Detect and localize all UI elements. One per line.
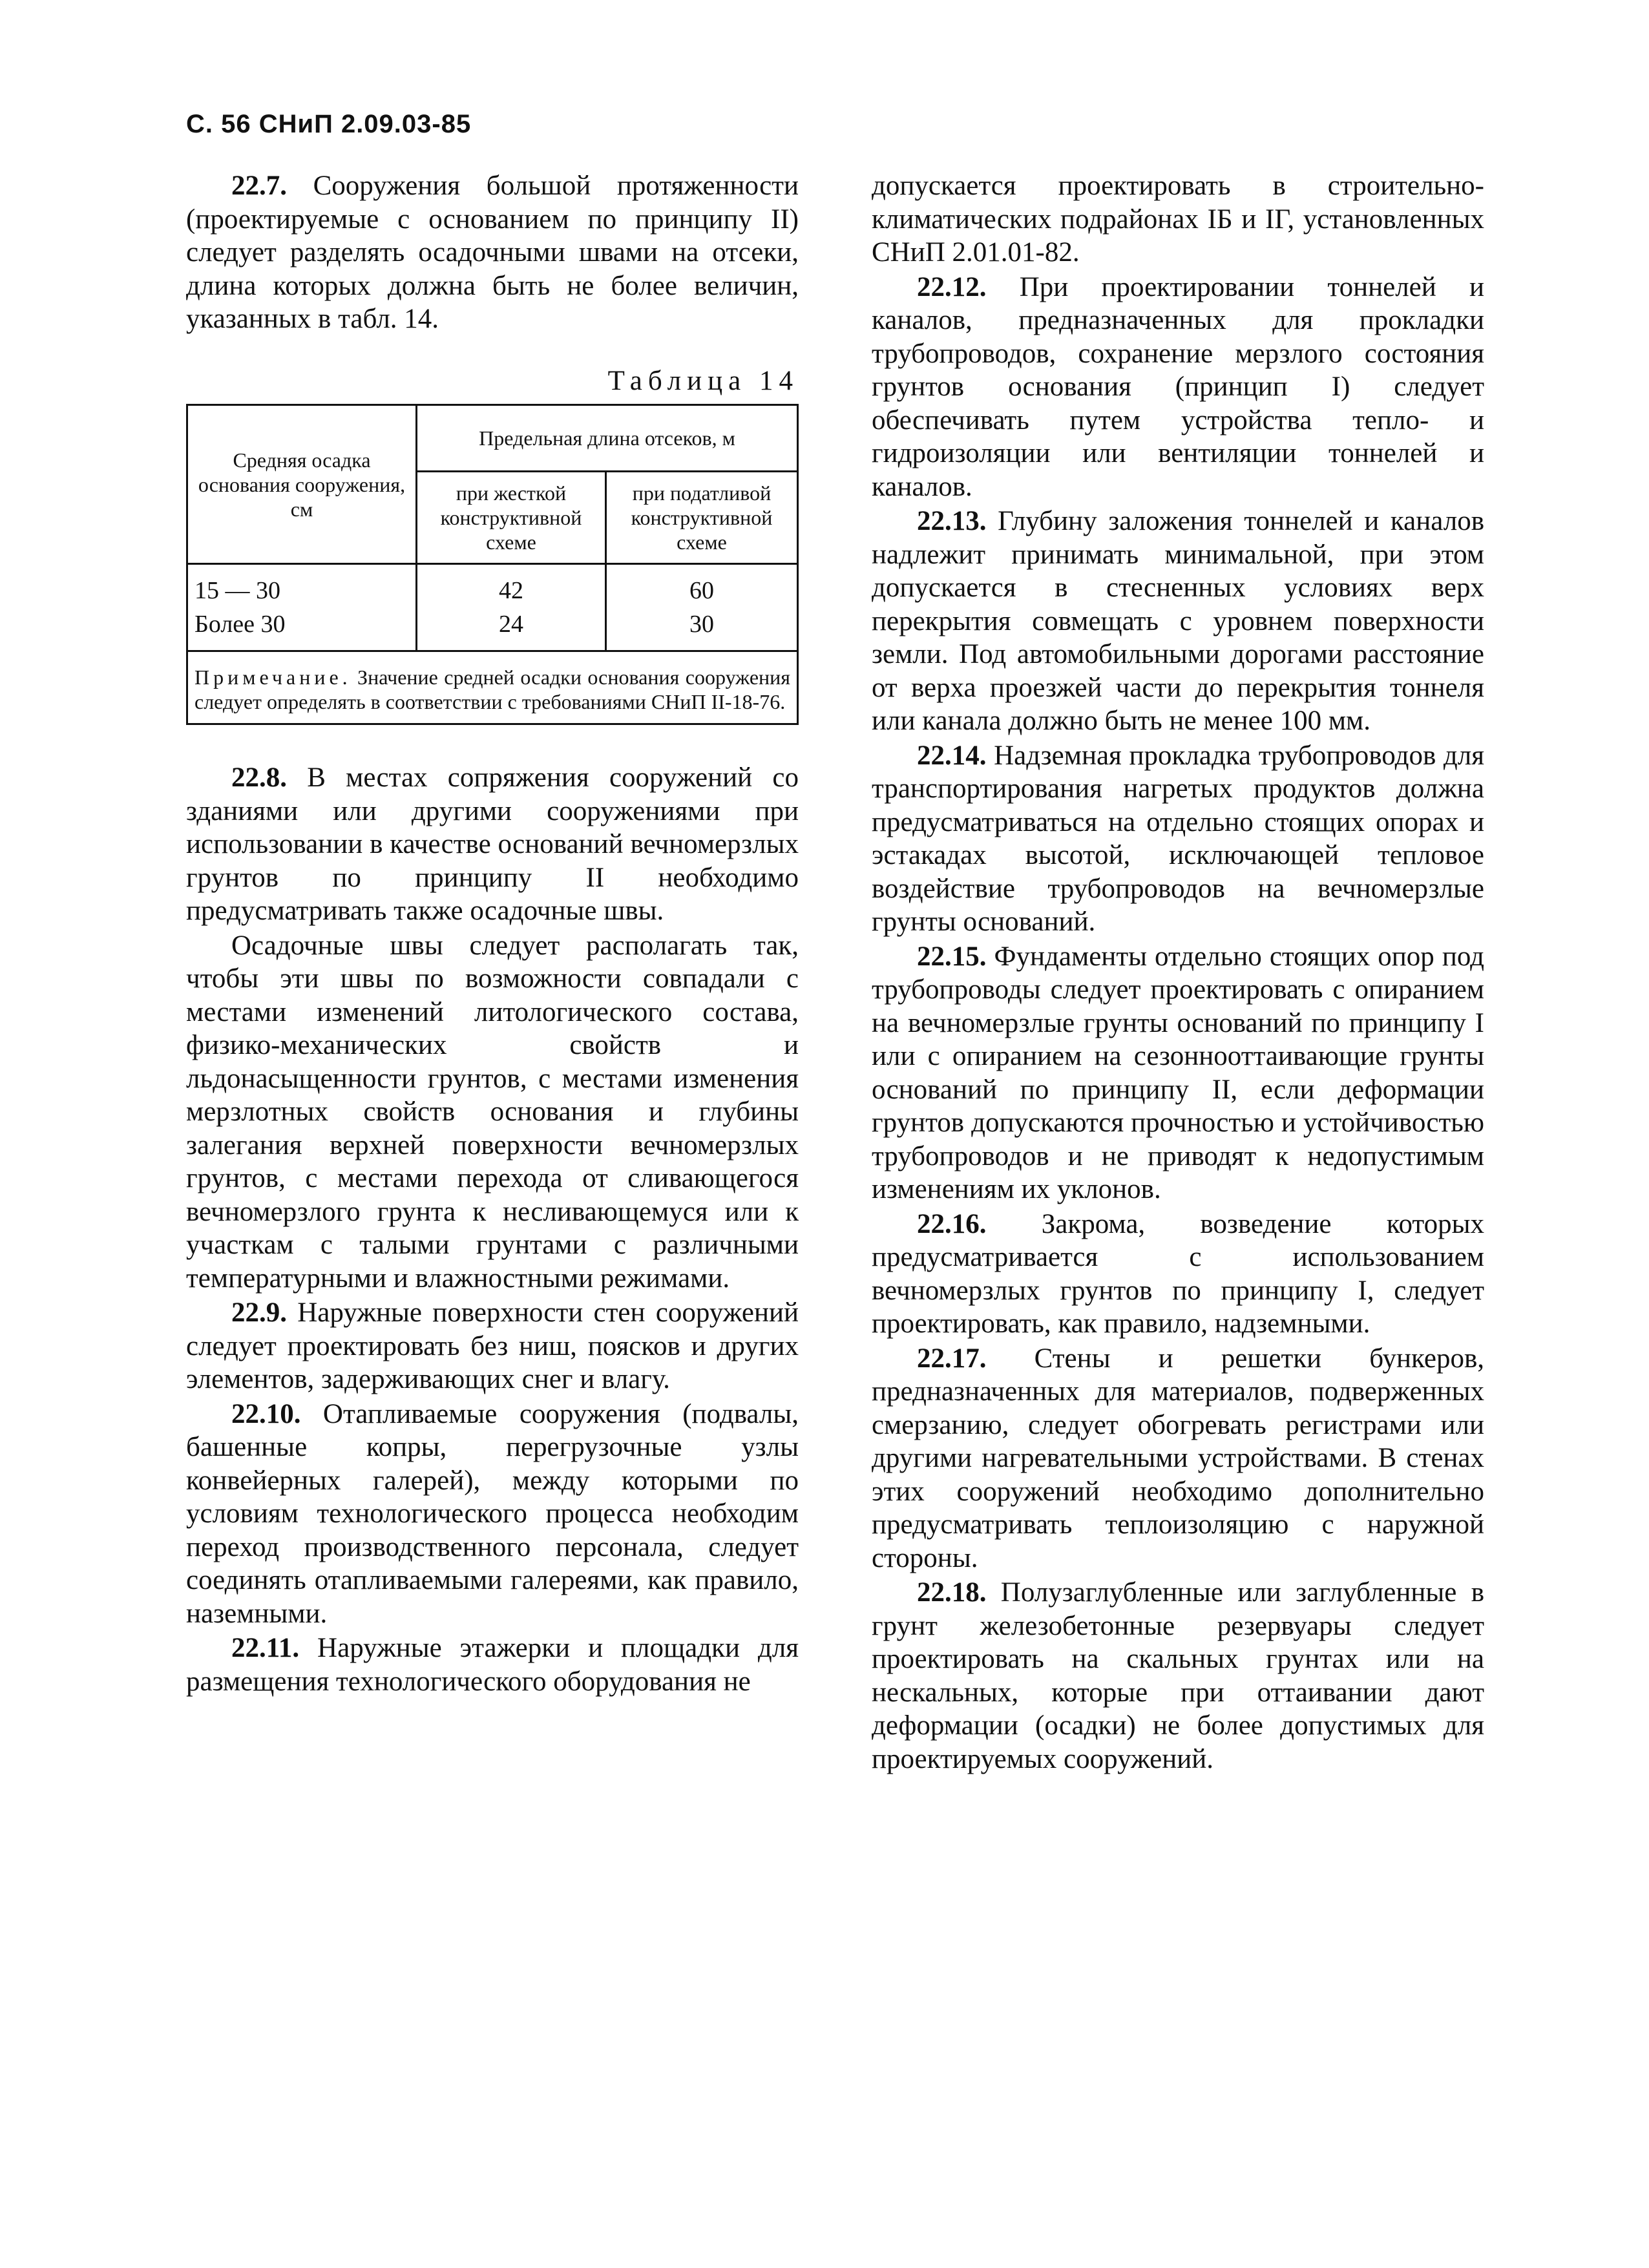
row-flexible-value: 60 <box>689 577 714 604</box>
paragraph-22-9 <box>186 1296 799 1396</box>
row-rigid-value: 42 <box>417 564 606 608</box>
table-row <box>188 607 797 651</box>
note-label: Примечание. <box>194 666 352 689</box>
note-text: Значение средней осадки основания сооружения следует определять в соответствии с требованиями СНиП II-18-76. <box>194 666 790 713</box>
row-label: 15 — 30 <box>188 564 417 608</box>
paragraph-number: 22.14. <box>917 740 987 771</box>
paragraph-22-8 <box>186 761 799 928</box>
paragraph-22-14 <box>872 739 1484 939</box>
paragraph-text: Наружные этажерки и площадки для размещения технологического оборудования не <box>186 1633 799 1697</box>
paragraph-22-15 <box>872 940 1484 1206</box>
col-header-max-length: Предельная длина отсеков, м <box>417 406 797 472</box>
paragraph-text: При проектировании тоннелей и каналов, предназначенных для прокладки трубопроводов, сохранение мерзлого состояния грунтов основания (принцип I) следует обеспечивать путем устройства тепло- и гидроизоляции или вентиляции тоннелей и каналов. <box>872 271 1484 502</box>
paragraph-number: 22.16. <box>917 1208 987 1239</box>
paragraph-text: Глубину заложения тоннелей и каналов надлежит принимать минимальной, при этом допускается в стесненных условиях верх перекрытия совмещать с уровнем поверхности земли. Под автомобильными дорогами расстояние от верха проезжей части до перекрытия тоннеля или канала должно быть не менее 100 мм. <box>872 506 1484 736</box>
paragraph-22-16 <box>872 1208 1484 1341</box>
paragraph-number: 22.11. <box>231 1633 300 1663</box>
paragraph-number: 22.8. <box>231 762 287 793</box>
paragraph-text: Надземная прокладка трубопроводов для транспортирования нагретых продуктов должна предусматриваться на отдельно стоящих опорах и эстакадах высотой, исключающей тепловое воздействие трубопроводов на вечномерзлые грунты оснований. <box>872 740 1484 937</box>
paragraph-text: Отапливаемые сооружения (подвалы, башенные копры, перегрузочные узлы конвейерных галерей), между которыми по условиям технологического процесса необходим переход производственного персонала, следует соединять отапливаемыми галереями, как правило, наземными. <box>186 1398 799 1629</box>
paragraph-number: 22.10. <box>231 1398 301 1429</box>
paragraph-22-13 <box>872 505 1484 738</box>
paragraph-number: 22.13. <box>917 506 987 536</box>
paragraph-text: В местах сопряжения сооружений со зданиями или другими сооружениями при использовании в качестве оснований вечномерзлых грунтов по принципу II необходимо предусматривать также осадочные швы. <box>186 762 799 926</box>
paragraph-number: 22.17. <box>917 1343 987 1374</box>
col-header-settlement: Средняя осадка основания сооружения, см <box>188 406 417 564</box>
paragraph-22-11-cont: допускается проектировать в строительно-климатических подрайонах IБ и IГ, установленных СНиП 2.01.01-82. <box>872 171 1484 268</box>
table-caption: Таблица 14 <box>607 365 799 396</box>
paragraph-text: Наружные поверхности стен сооружений следует проектировать без ниш, поясков и других элементов, задерживающих снег и влагу. <box>186 1297 799 1394</box>
table-note <box>188 651 797 724</box>
paragraph-22-11 <box>186 1632 799 1698</box>
row-rigid-value: 24 <box>417 607 606 651</box>
paragraph-22-8-cont: Осадочные швы следует располагать так, чтобы эти швы по возможности совпадали с местами изменений литологического состава, физико-механических свойств и льдонасыщенности грунтов, с местами изменения мерзлотных свойств основания и глубины залегания верхней поверхности вечномерзлых грунтов, с местами перехода от сливающегося вечномерзлого грунта к несливающемуся или к участкам с талыми грунтами с различными температурными и влажностными режимами. <box>186 930 799 1294</box>
row-label: Более 30 <box>188 607 417 651</box>
paragraph-22-7 <box>186 169 799 336</box>
paragraph-text: Полузаглубленные или заглубленные в грунт железобетонные резервуары следует проектировать на скальных грунтах или на нескальных, которые при оттаивании дают деформации (осадки) не более допустимых для проектируемых сооружений. <box>872 1577 1484 1774</box>
paragraph-text: Стены и решетки бункеров, предназначенных для материалов, подверженных смерзанию, следует обогревать регистрами или другими нагревательными устройствами. В стенах этих сооружений необходимо дополнительно предусматривать теплоизоляцию с наружной стороны. <box>872 1343 1484 1573</box>
table-14 <box>186 404 799 725</box>
left-column <box>186 169 799 1699</box>
paragraph-text: Сооружения большой протяженности (проектируемые с основанием по принципу II) следует разделять осадочными швами на отсеки, длина которых должна быть не более величин, указанных в табл. 14. <box>186 171 799 334</box>
right-column <box>872 169 1484 1777</box>
col-header-flexible: при податливой конструктивной схеме <box>606 472 797 564</box>
paragraph-22-12 <box>872 271 1484 504</box>
paragraph-number: 22.12. <box>917 271 987 302</box>
paragraph-22-18 <box>872 1576 1484 1776</box>
paragraph-number: 22.18. <box>917 1577 987 1608</box>
page-header: С. 56 СНиП 2.09.03-85 <box>186 110 472 138</box>
paragraph-22-10 <box>186 1398 799 1631</box>
table-row <box>188 564 797 608</box>
paragraph-22-17 <box>872 1342 1484 1575</box>
paragraph-number: 22.9. <box>231 1297 287 1328</box>
paragraph-number: 22.7. <box>231 171 287 201</box>
row-flexible-value: 30 <box>689 611 714 638</box>
col-header-rigid: при жесткой конструктивной схеме <box>417 472 606 564</box>
paragraph-number: 22.15. <box>917 941 987 972</box>
paragraph-text: Закрома, возведение которых предусматривается с использованием вечномерзлых грунтов по принципу I, следует проектировать, как правило, надземными. <box>872 1208 1484 1339</box>
paragraph-text: Фундаменты отдельно стоящих опор под трубопроводы следует проектировать с опиранием на вечномерзлые грунты оснований по принципу I или с опиранием на сезоннооттаивающие грунты оснований по принципу II, если деформации грунтов допускаются прочностью и устойчивостью трубопроводов и не приводят к недопустимым изменениям их уклонов. <box>872 941 1484 1204</box>
